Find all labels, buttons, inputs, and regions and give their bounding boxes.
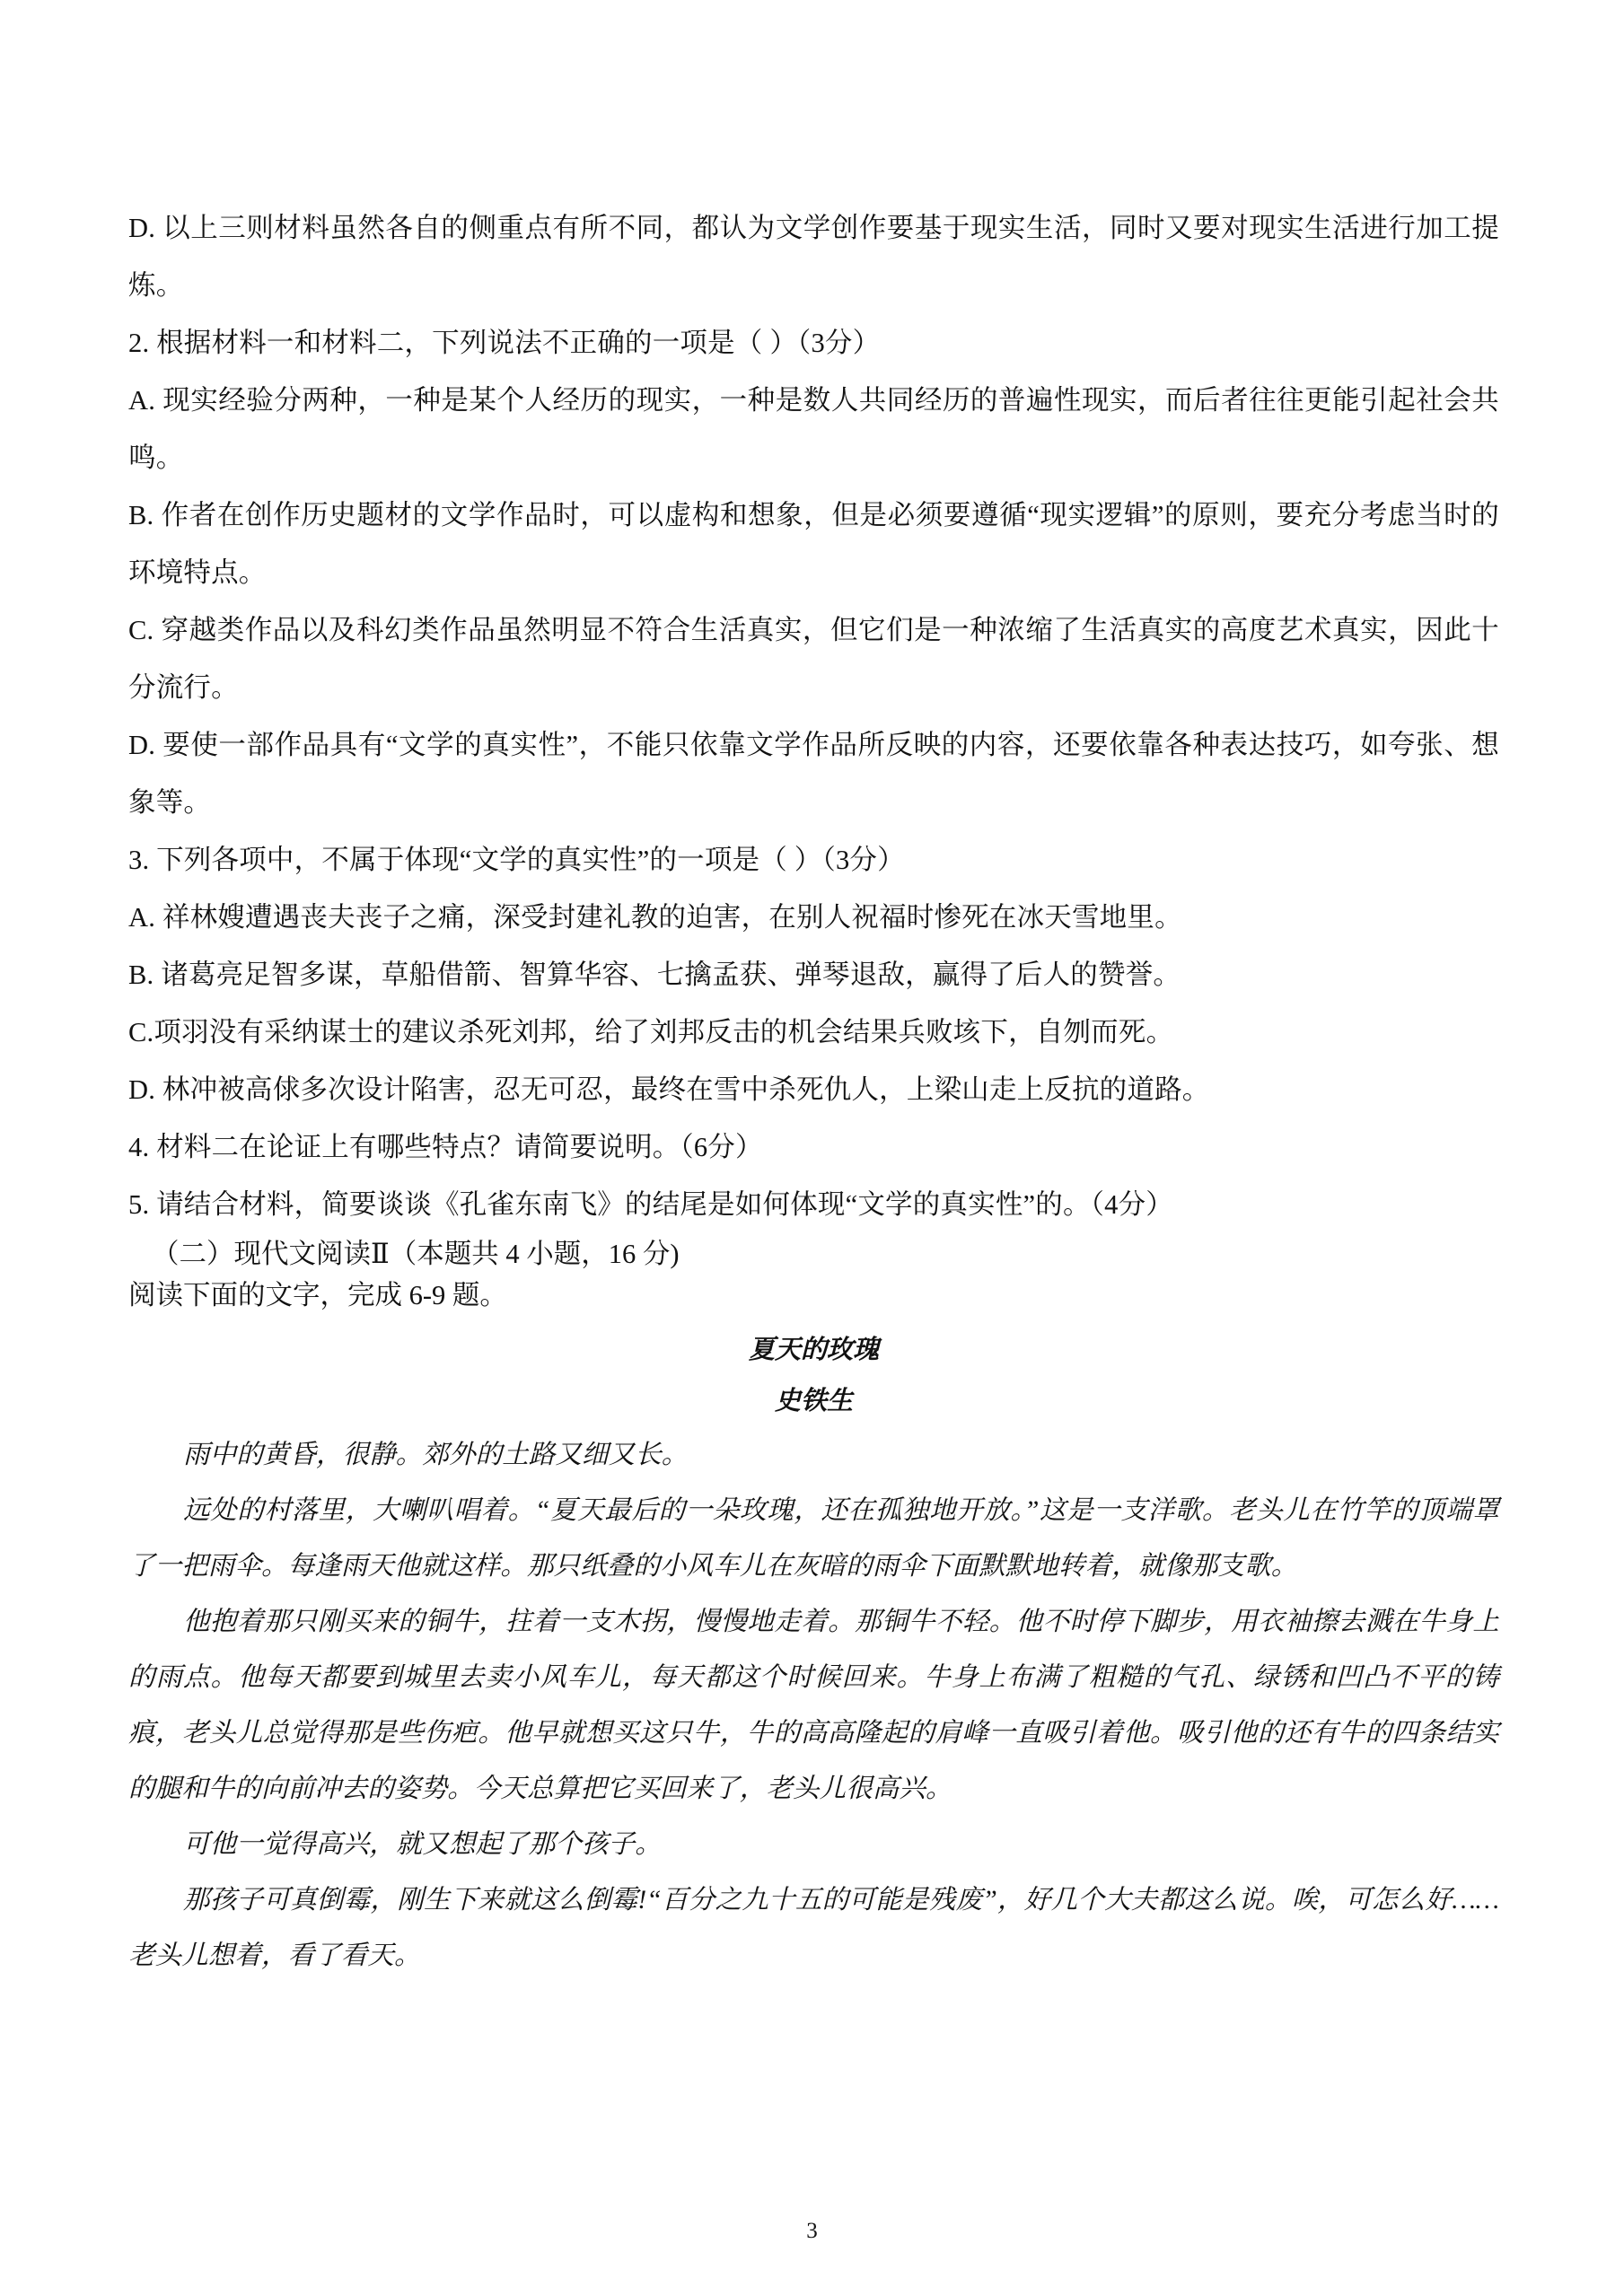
- option-1-d: D. 以上三则材料虽然各自的侧重点有所不同，都认为文学创作要基于现实生活，同时又要对现实生活进行加工提炼。: [128, 213, 1499, 301]
- questions-block: [128, 199, 1499, 1233]
- question-5: 5. 请结合材料，简要谈谈《孔雀东南飞》的结尾是如何体现“文学的真实性”的。（4分）: [128, 1189, 1173, 1220]
- question-3-option-c: C.项羽没有采纳谋士的建议杀死刘邦，给了刘邦反击的机会结果兵败垓下，自刎而死。: [128, 1017, 1174, 1047]
- passage-paragraph-1: 雨中的黄昏，很静。郊外的土路又细又长。: [183, 1441, 689, 1469]
- question-4: 4. 材料二在论证上有哪些特点？请简要说明。（6分）: [128, 1132, 763, 1162]
- question-2-option-c: C. 穿越类作品以及科幻类作品虽然明显不符合生活真实，但它们是一种浓缩了生活真实的高度艺术真实，因此十分流行。: [128, 615, 1499, 703]
- question-3-option-d: D. 林冲被高俅多次设计陷害，忍无可忍，最终在雪中杀死仇人，上梁山走上反抗的道路。: [128, 1074, 1210, 1105]
- passage-title: 夏天的玫瑰: [748, 1336, 879, 1364]
- question-2-option-a: A. 现实经验分两种，一种是某个人经历的现实，一种是数人共同经历的普遍性现实，而后者往往更能引起社会共鸣。: [128, 385, 1499, 473]
- passage-paragraph-2: 远处的村落里，大喇叭唱着。“夏天最后的一朵玫瑰，还在孤独地开放。”这是一支洋歌。老头儿在竹竿的顶端罩了一把雨伞。每逢雨天他就这样。那只纸叠的小风车儿在灰暗的雨伞下面默默地转着，就像那支歌。: [128, 1496, 1499, 1581]
- passage-paragraph-5: 那孩子可真倒霉，刚生下来就这么倒霉!“百分之九十五的可能是残废”，好几个大夫都这么说。唉，可怎么好……老头儿想着，看了看天。: [128, 1886, 1499, 1970]
- page-content: [128, 199, 1499, 1984]
- section-two-instruction: 阅读下面的文字，完成 6-9 题。: [128, 1280, 507, 1310]
- question-2-option-b: B. 作者在创作历史题材的文学作品时，可以虚构和想象，但是必须要遵循“现实逻辑”的原则，要充分考虑当时的环境特点。: [128, 500, 1499, 588]
- question-2-option-d: D. 要使一部作品具有“文学的真实性”，不能只依靠文学作品所反映的内容，还要依靠各种表达技巧，如夸张、想象等。: [128, 730, 1499, 818]
- passage-paragraph-4: 可他一觉得高兴，就又想起了那个孩子。: [183, 1830, 662, 1859]
- question-3-stem: 3. 下列各项中，不属于体现“文学的真实性”的一项是（ ）（3分）: [128, 845, 905, 875]
- reading-passage: [128, 1316, 1499, 1984]
- section-two-heading: （二）现代文阅读Ⅱ（本题共 4 小题，16 分): [152, 1239, 680, 1269]
- section-two-header: [128, 1233, 1499, 1316]
- passage-author: 史铁生: [774, 1387, 853, 1415]
- passage-paragraph-3: 他抱着那只刚买来的铜牛，拄着一支木拐，慢慢地走着。那铜牛不轻。他不时停下脚步，用衣袖擦去溅在牛身上的雨点。他每天都要到城里去卖小风车儿，每天都这个时候回来。牛身上布满了粗糙的气孔、绿锈和凹凸不平的铸痕，老头儿总觉得那是些伤疤。他早就想买这只牛，牛的高高隆起的肩峰一直吸引着他。吸引他的还有牛的四条结实的腿和牛的向前冲去的姿势。今天总算把它买回来了，老头儿很高兴。: [128, 1608, 1499, 1803]
- question-3-option-b: B. 诸葛亮足智多谋，草船借箭、智算华容、七擒孟获、弹琴退敌，赢得了后人的赞誉。: [128, 960, 1181, 990]
- question-3-option-a: A. 祥林嫂遭遇丧夫丧子之痛，深受封建礼教的迫害，在别人祝福时惨死在冰天雪地里。: [128, 902, 1182, 933]
- page-number: 3: [806, 2219, 818, 2243]
- question-2-stem: 2. 根据材料一和材料二，下列说法不正确的一项是（ ）（3分）: [128, 328, 881, 358]
